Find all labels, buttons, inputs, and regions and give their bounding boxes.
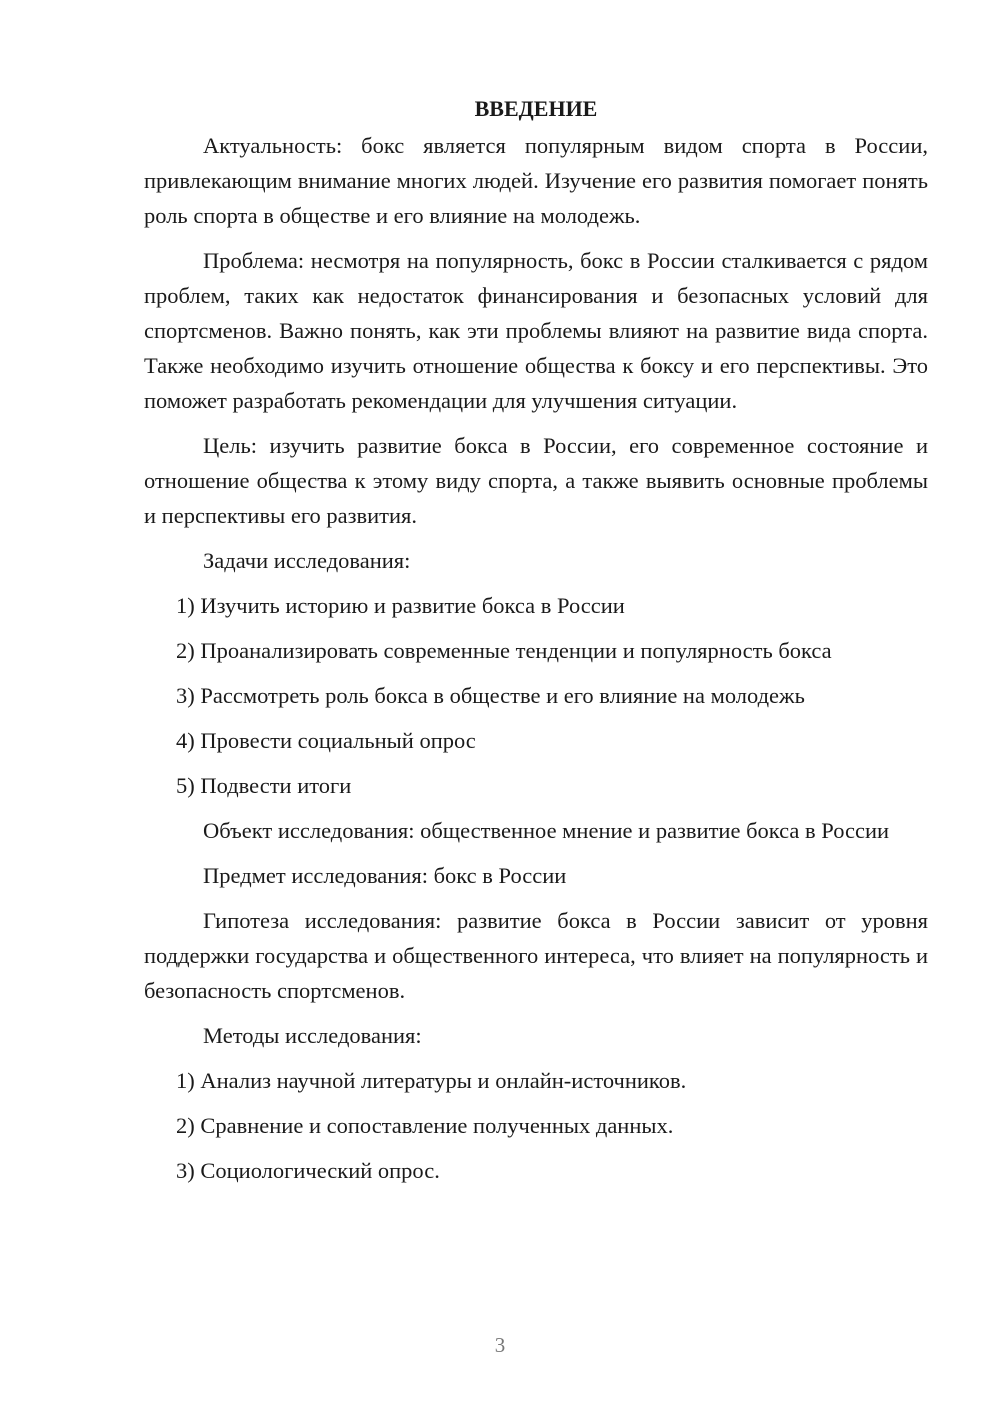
task-item: 3) Рассмотреть роль бокса в обществе и его влияние на молодежь bbox=[176, 683, 805, 708]
tasks-list bbox=[144, 588, 928, 803]
methods-list bbox=[144, 1063, 928, 1188]
hypothesis-paragraph: Гипотеза исследования: развитие бокса в России зависит от уровня поддержки государства и общественного интереса, что влияет на популярность и безопасность спортсменов. bbox=[144, 908, 928, 1003]
methods-heading: Методы исследования: bbox=[203, 1023, 422, 1048]
task-item: 2) Проанализировать современные тенденции и популярность бокса bbox=[176, 638, 832, 663]
task-item: 5) Подвести итоги bbox=[176, 773, 352, 798]
method-item: 3) Социологический опрос. bbox=[176, 1158, 440, 1183]
document-page bbox=[144, 92, 928, 1198]
task-item: 1) Изучить историю и развитие бокса в России bbox=[176, 593, 625, 618]
method-item: 2) Сравнение и сопоставление полученных данных. bbox=[176, 1113, 674, 1138]
goal-paragraph: Цель: изучить развитие бокса в России, его современное состояние и отношение общества к этому виду спорта, а также выявить основные проблемы и перспективы его развития. bbox=[144, 433, 928, 528]
task-item: 4) Провести социальный опрос bbox=[176, 728, 476, 753]
object-paragraph: Объект исследования: общественное мнение и развитие бокса в России bbox=[203, 818, 890, 843]
section-heading: ВВЕДЕНИЕ bbox=[474, 96, 598, 121]
problem-paragraph: Проблема: несмотря на популярность, бокс в России сталкивается с рядом проблем, таких как недостаток финансирования и безопасных условий для спортсменов. Важно понять, как эти проблемы влияют на развитие вида спорта. Также необходимо изучить отношение общества к боксу и его перспективы. Это поможет разработать рекомендации для улучшения ситуации. bbox=[144, 248, 928, 413]
relevance-paragraph: Актуальность: бокс является популярным видом спорта в России, привлекающим внимание многих людей. Изучение его развития помогает понять роль спорта в обществе и его влияние на молодежь. bbox=[144, 133, 928, 228]
page-number: 3 bbox=[494, 1333, 506, 1357]
tasks-heading: Задачи исследования: bbox=[203, 548, 411, 573]
subject-paragraph: Предмет исследования: бокс в России bbox=[203, 863, 567, 888]
method-item: 1) Анализ научной литературы и онлайн-источников. bbox=[176, 1068, 687, 1093]
